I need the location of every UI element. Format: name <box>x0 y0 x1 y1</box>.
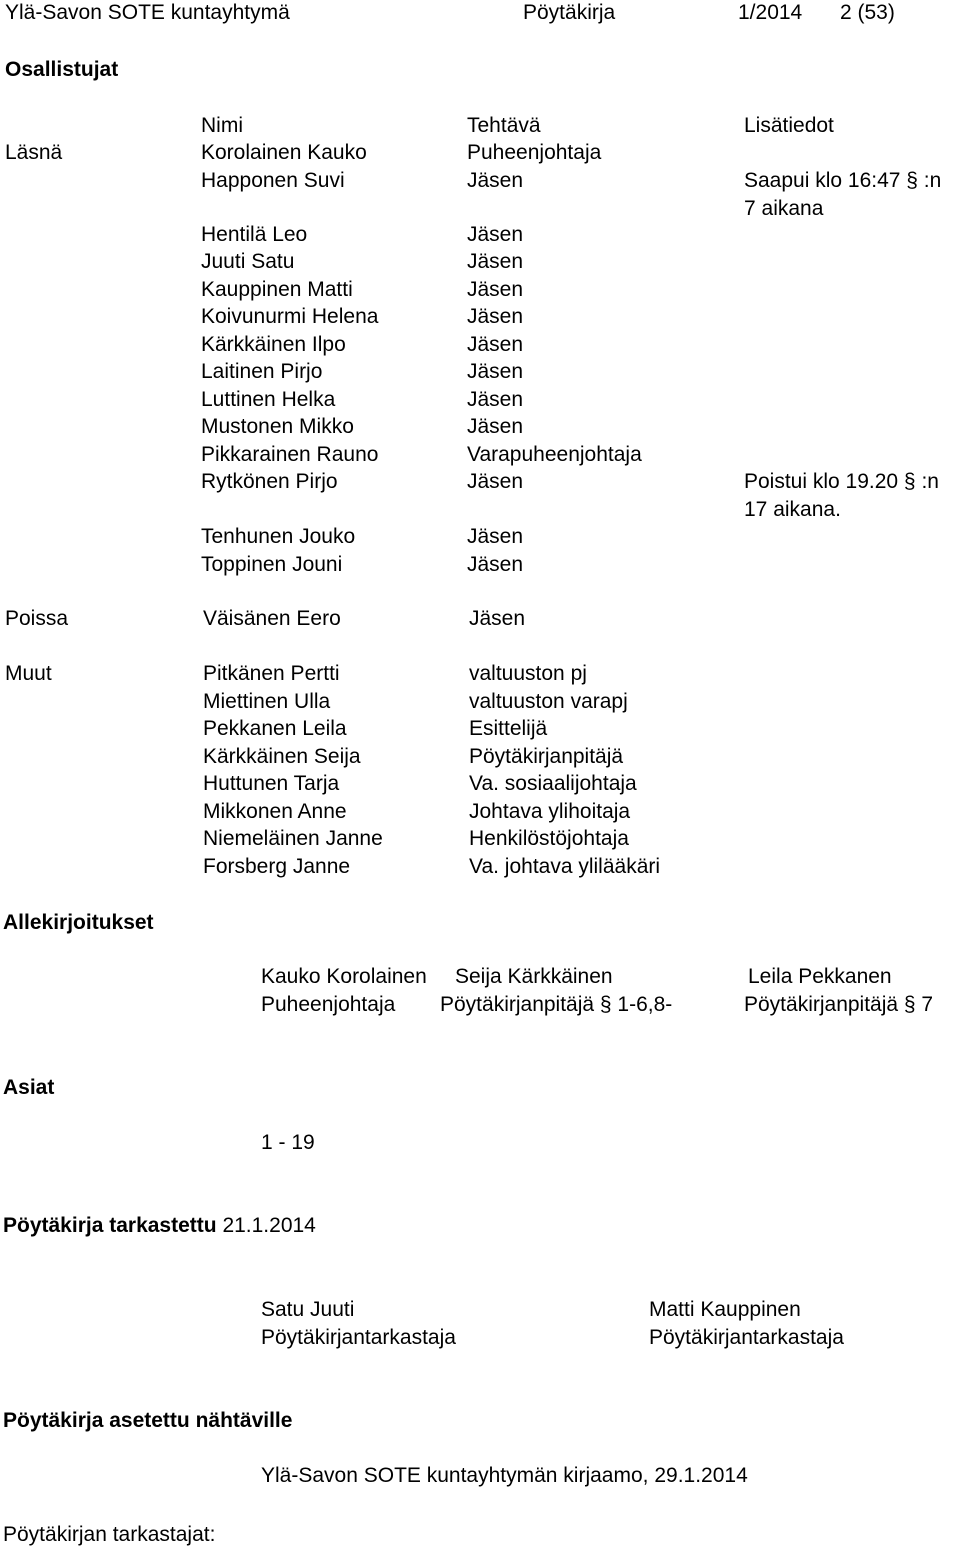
reviewer-role: Pöytäkirjantarkastaja <box>261 1326 456 1349</box>
review-date: 21.1.2014 <box>222 1214 316 1237</box>
signer-role: Pöytäkirjanpitäjä § 1-6,8- <box>440 993 673 1016</box>
other-role: Va. johtava ylilääkäri <box>469 855 661 878</box>
member-role: Jäsen <box>467 223 524 246</box>
review-line <box>3 1215 316 1236</box>
reviewer-name: Satu Juuti <box>261 1298 355 1321</box>
member-role: Jäsen <box>467 470 524 493</box>
present-label: Läsnä <box>5 141 63 164</box>
member-role: Jäsen <box>467 525 524 548</box>
other-role: Johtava ylihoitaja <box>469 800 631 823</box>
reviewer-role: Pöytäkirjantarkastaja <box>649 1326 844 1349</box>
other-name: Miettinen Ulla <box>203 690 331 713</box>
member-role: Jäsen <box>467 388 524 411</box>
other-role: valtuuston pj <box>469 662 587 685</box>
document-number: 1/2014 <box>738 1 803 24</box>
member-role: Jäsen <box>467 360 524 383</box>
participants-heading: Osallistujat <box>5 58 119 81</box>
other-role: Va. sosiaalijohtaja <box>469 772 637 795</box>
member-name: Kauppinen Matti <box>201 278 353 301</box>
member-role: Jäsen <box>467 305 524 328</box>
member-role: Jäsen <box>467 169 524 192</box>
signatures-heading: Allekirjoitukset <box>3 911 154 934</box>
member-note: Poistui klo 19.20 § :n <box>744 470 939 493</box>
other-name: Pitkänen Pertti <box>203 662 340 685</box>
signer-name: Seija Kärkkäinen <box>455 965 613 988</box>
member-role: Jäsen <box>467 333 524 356</box>
member-name: Mustonen Mikko <box>201 415 354 438</box>
signer-name: Leila Pekkanen <box>748 965 892 988</box>
signer-role: Pöytäkirjanpitäjä § 7 <box>744 993 934 1016</box>
matters-range: 1 - 19 <box>261 1131 315 1154</box>
other-role: valtuuston varapj <box>469 690 628 713</box>
matters-heading: Asiat <box>3 1076 55 1099</box>
member-name: Toppinen Jouni <box>201 553 343 576</box>
footer-label: Pöytäkirjan tarkastajat: <box>3 1523 216 1546</box>
column-header-info: Lisätiedot <box>744 114 834 137</box>
member-name: Rytkönen Pirjo <box>201 470 338 493</box>
absent-label: Poissa <box>5 607 69 630</box>
reviewer-name: Matti Kauppinen <box>649 1298 801 1321</box>
signer-name: Kauko Korolainen <box>261 965 427 988</box>
member-name: Koivunurmi Helena <box>201 305 379 328</box>
member-note: Saapui klo 16:47 § :n <box>744 169 942 192</box>
others-label: Muut <box>5 662 52 685</box>
other-name: Niemeläinen Janne <box>203 827 383 850</box>
review-heading: Pöytäkirja tarkastettu <box>3 1214 217 1237</box>
other-name: Forsberg Janne <box>203 855 351 878</box>
member-name: Korolainen Kauko <box>201 141 367 164</box>
member-name: Pikkarainen Rauno <box>201 443 379 466</box>
member-name: Hentilä Leo <box>201 223 308 246</box>
member-name: Luttinen Helka <box>201 388 336 411</box>
member-role: Varapuheenjohtaja <box>467 443 642 466</box>
page-number: 2 (53) <box>840 1 895 24</box>
absent-role: Jäsen <box>469 607 526 630</box>
member-name: Juuti Satu <box>201 250 295 273</box>
other-role: Henkilöstöjohtaja <box>469 827 629 850</box>
signer-role: Puheenjohtaja <box>261 993 396 1016</box>
other-name: Kärkkäinen Seija <box>203 745 361 768</box>
member-role: Jäsen <box>467 278 524 301</box>
member-note: 17 aikana. <box>744 498 841 521</box>
other-name: Mikkonen Anne <box>203 800 347 823</box>
member-role: Puheenjohtaja <box>467 141 602 164</box>
member-role: Jäsen <box>467 250 524 273</box>
member-name: Kärkkäinen Ilpo <box>201 333 346 356</box>
display-heading: Pöytäkirja asetettu nähtäville <box>3 1409 293 1432</box>
other-name: Huttunen Tarja <box>203 772 340 795</box>
display-text: Ylä-Savon SOTE kuntayhtymän kirjaamo, 29.1.2014 <box>261 1464 748 1487</box>
other-name: Pekkanen Leila <box>203 717 347 740</box>
member-name: Happonen Suvi <box>201 169 345 192</box>
document-type: Pöytäkirja <box>523 1 616 24</box>
column-header-name: Nimi <box>201 114 243 137</box>
column-header-role: Tehtävä <box>467 114 541 137</box>
other-role: Pöytäkirjanpitäjä <box>469 745 624 768</box>
absent-name: Väisänen Eero <box>203 607 341 630</box>
member-role: Jäsen <box>467 415 524 438</box>
organization-name: Ylä-Savon SOTE kuntayhtymä <box>5 1 290 24</box>
other-role: Esittelijä <box>469 717 548 740</box>
member-role: Jäsen <box>467 553 524 576</box>
member-name: Laitinen Pirjo <box>201 360 323 383</box>
member-name: Tenhunen Jouko <box>201 525 356 548</box>
member-note: 7 aikana <box>744 197 824 220</box>
